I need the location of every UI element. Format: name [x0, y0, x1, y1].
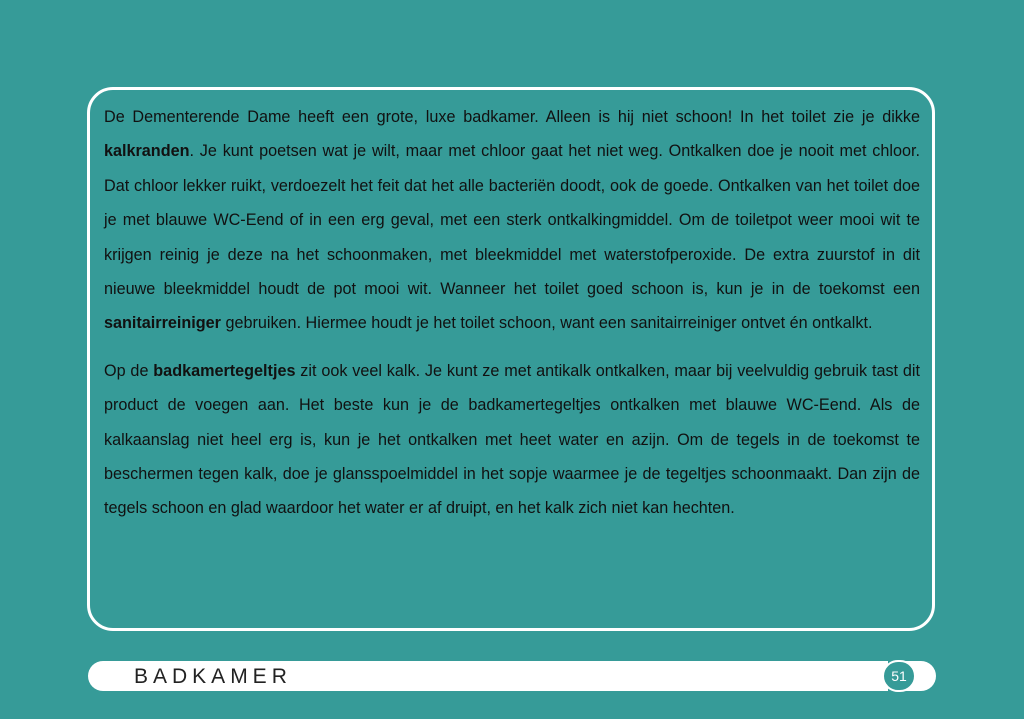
paragraph-2-text-a: Op de [104, 361, 154, 380]
text-card [87, 87, 935, 631]
paragraph-1-text-a: De Dementerende Dame heeft een grote, luxe badkamer. Alleen is hij niet schoon! In het toilet zie je dikke [104, 108, 920, 126]
paragraph-1 [104, 100, 920, 341]
body-text [104, 100, 920, 526]
term-sanitairreiniger: sanitairreiniger [104, 314, 221, 333]
section-title: BADKAMER [134, 665, 292, 688]
term-kalkranden: kalkranden [104, 142, 190, 161]
paragraph-2 [104, 354, 920, 526]
page-number: 51 [882, 660, 916, 692]
paragraph-2-text-b: zit ook veel kalk. Je kunt ze met antikalk ontkalken, maar bij veelvuldig gebruik tast dit product de voegen aan. Het beste kun je de badkamertegeltjes ontkalken met blauwe WC-Eend. Als de kalkaanslag niet heel erg is, kun je het ontkalken met heet water en azijn. Om de tegels in de toekomst te beschermen tegen kalk, doe je glansspoelmiddel in het sopje waarmee je de tegeltjes schoonmaakt. Dan zijn de tegels schoon en glad waardoor het water er af druipt, en het kalk zich niet kan hechten. [104, 361, 920, 518]
term-badkamertegeltjes: badkamertegeltjes [153, 361, 296, 380]
paragraph-1-text-b: . Je kunt poetsen wat je wilt, maar met chloor gaat het niet weg. Ontkalken doe je nooit met chloor. Dat chloor lekker ruikt, verdoezelt het feit dat het alle bacteriën doodt, ook de goede. Ontkalken van het toilet doe je met blauwe WC-Eend of in een erg geval, met een sterk ontkalkingmiddel. Om de toiletpot weer mooi wit te krijgen reinig je deze na het schoonmaken, met bleekmiddel met waterstofperoxide. De extra zuurstof in dit nieuwe bleekmiddel houdt de pot mooi wit. Wanneer het toilet goed schoon is, kun je in de toekomst een [104, 142, 920, 299]
paragraph-1-text-c: gebruiken. Hiermee houdt je het toilet schoon, want een sanitairreiniger ontvet én ontkalkt. [220, 314, 873, 333]
